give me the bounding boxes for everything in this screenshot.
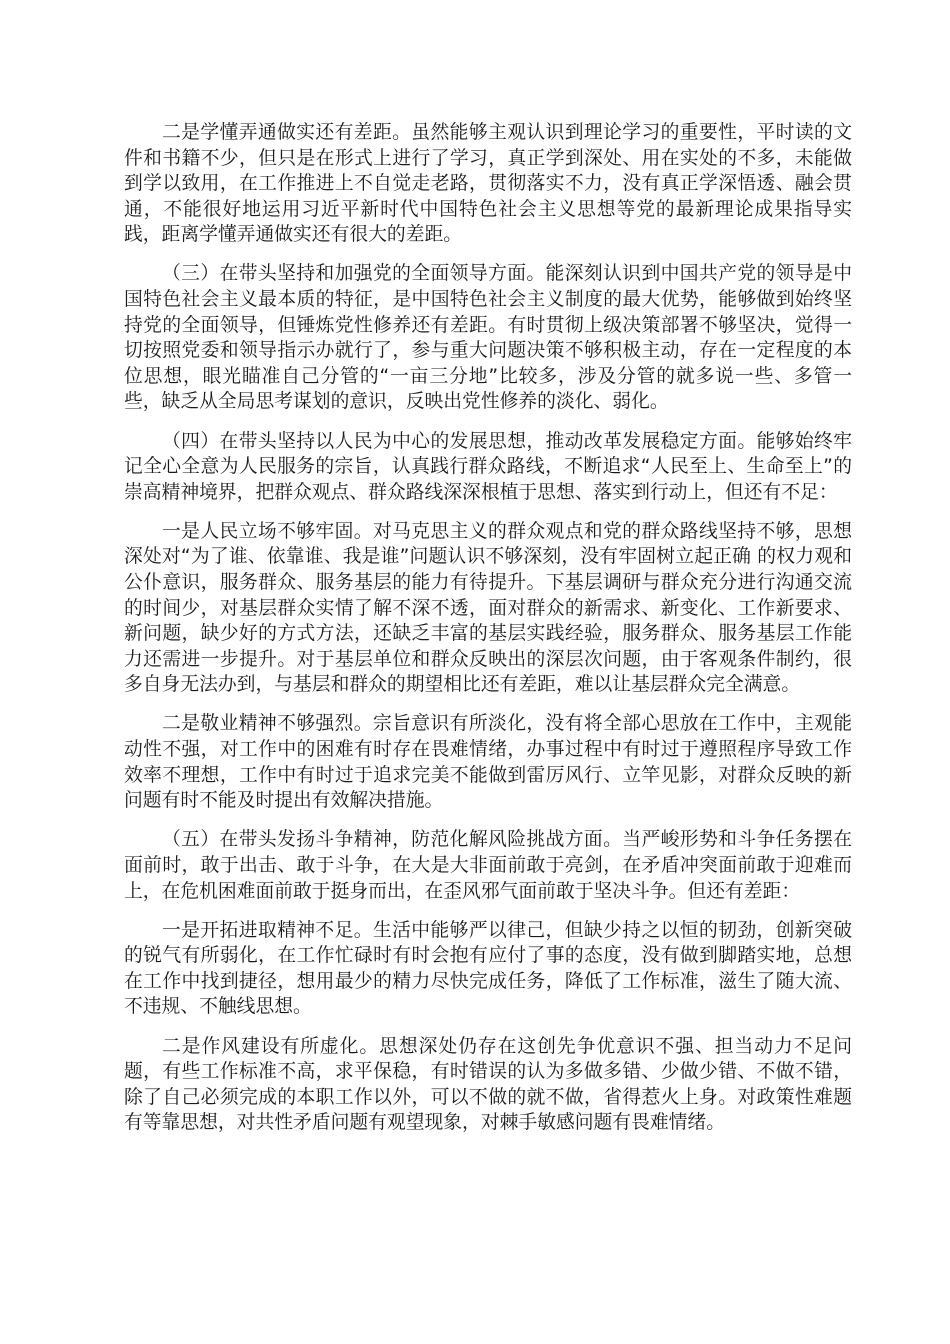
paragraph-1: 二是学懂弄通做实还有差距。虽然能够主观认识到理论学习的重要性，平时读的文件和书籍不少，但只是在形式上进行了学习，真正学到深处、用在实处的不多，未能做到学以致用，在工作推进上不自觉走老路，贯彻落实不力，没有真正学深悟透、融会贯通，不能很好地运用习近平新时代中国特色社会主义思想等党的最新理论成果指导实践，距离学懂弄通做实还有很大的差距。 <box>124 122 852 246</box>
paragraph-6: （五）在带头发扬斗争精神，防范化解风险挑战方面。当严峻形势和斗争任务摆在面前时，敢于出击、敢于斗争，在大是大非面前敢于亮剑，在矛盾冲突面前敢于迎难而上，在危机困难面前敢于挺身而出，在歪风邪气面前敢于坚决斗争。但还有差距： <box>124 829 852 902</box>
paragraph-5: 二是敬业精神不够强烈。宗旨意识有所淡化，没有将全部心思放在工作中，主观能动性不强，对工作中的困难有时存在畏难情绪，办事过程中有时过于遵照程序导致工作效率不理想，工作中有时过于追求完美不能做到雷厉风行、立竿见影，对群众反映的新问题有时不能及时提出有效解决措施。 <box>124 713 852 812</box>
document-body <box>124 120 852 1149</box>
paragraph-3: （四）在带头坚持以人民为中心的发展思想，推动改革发展稳定方面。能够始终牢记全心全意为人民服务的宗旨，认真践行群众路线，不断追求“人民至上、生命至上”的崇高精神境界，把群众观点、群众路线深深根植于思想、落实到行动上，但还有不足： <box>124 430 852 503</box>
paragraph-8: 二是作风建设有所虚化。思想深处仍存在这创先争优意识不强、担当动力不足问题，有些工作标准不高，求平保稳，有时错误的认为多做多错、少做少错、不做不错，除了自己必须完成的本职工作以外，可以不做的就不做，省得惹火上身。对政策性难题有等靠思想，对共性矛盾问题有观望现象，对棘手敏感问题有畏难情绪。 <box>124 1035 852 1134</box>
paragraph-4: 一是人民立场不够牢固。对马克思主义的群众观点和党的群众路线坚持不够，思想深处对“为了谁、依靠谁、我是谁”问题认识不够深刻，没有牢固树立起正确 的权力观和公仆意识，服务群众、服务基层的能力有待提升。下基层调研与群众充分进行沟通交流的时间少，对基层群众实情了解不深不透，面对群众的新需求、新变化、工作新要求、新问题，缺少好的方式方法，还缺乏丰富的基层实践经验，服务群众、服务基层工作能力还需进一步提升。对于基层单位和群众反映出的深层次问题，由于客观条件制约，很多自身无法办到，与基层和群众的期望相比还有差距，难以让基层群众完全满意。 <box>124 520 852 696</box>
paragraph-2: （三）在带头坚持和加强党的全面领导方面。能深刻认识到中国共产党的领导是中国特色社会主义最本质的特征，是中国特色社会主义制度的最大优势，能够做到始终坚持党的全面领导，但锤炼党性修养还有差距。有时贯彻上级决策部署不够坚决，觉得一切按照党委和领导指示办就行了，参与重大问题决策不够积极主动，存在一定程度的本位思想，眼光瞄准自己分管的“一亩三分地”比较多，涉及分管的就多说一些、多管一些，缺乏从全局思考谋划的意识，反映出党性修养的淡化、弱化。 <box>124 263 852 413</box>
paragraph-7: 一是开拓进取精神不足。生活中能够严以律己，但缺少持之以恒的韧劲，创新突破的锐气有所弱化，在工作忙碌时有时会抱有应付了事的态度，没有做到脚踏实地，总想在工作中找到捷径，想用最少的精力尽快完成任务，降低了工作标准，滋生了随大流、不违规、不触线思想。 <box>124 919 852 1018</box>
